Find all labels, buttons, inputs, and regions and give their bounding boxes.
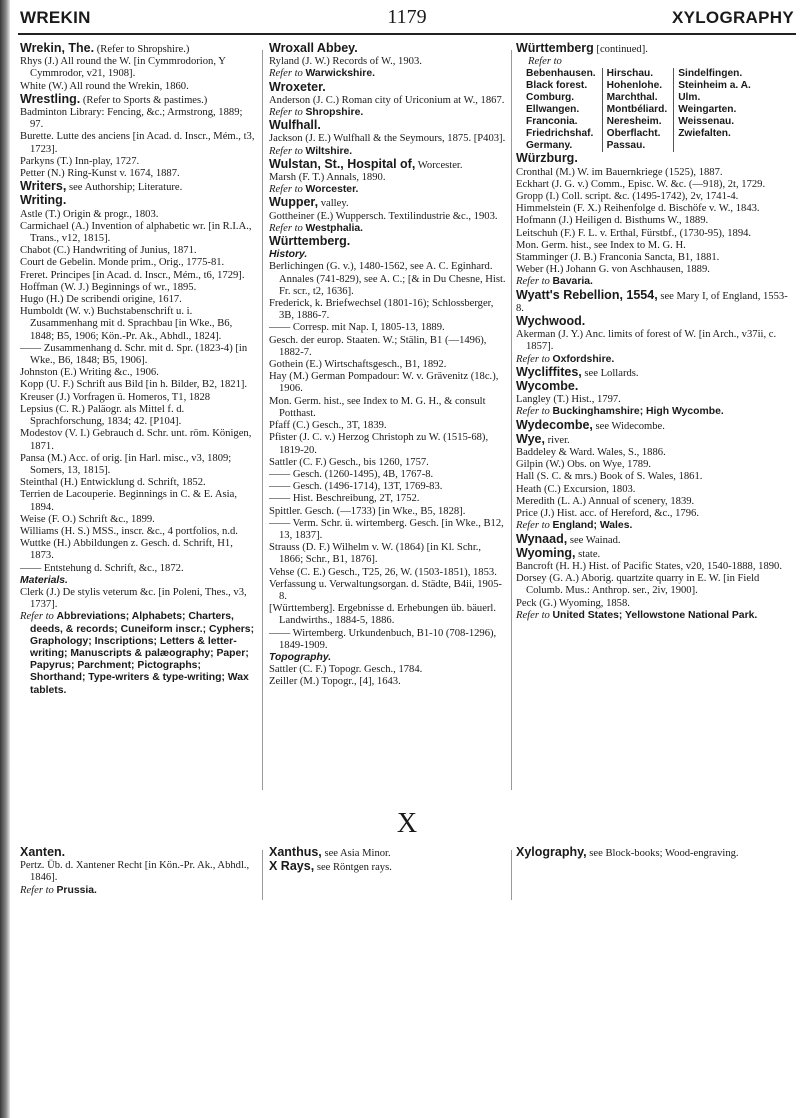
- header-last-entry: XYLOGRAPHY: [671, 8, 794, 27]
- place-name: Hohenlohe.: [602, 80, 674, 92]
- citation: Frederick, k. Briefwechsel (1801-16); Schlossberger, 3B, 1886-7.: [269, 298, 494, 322]
- subheading-label: Topography.: [269, 651, 332, 663]
- refer-targets: Prussia.: [56, 884, 97, 896]
- subheading: [269, 249, 507, 261]
- heading-note: (Refer to Shropshire.): [94, 44, 190, 55]
- citation: Lepsius (C. R.) Paläogr. als Mittel f. d. Sprachforschung, 1834; 42. [P104].: [20, 403, 185, 428]
- subheading: [269, 652, 507, 664]
- heading-note: river.: [544, 434, 570, 446]
- citation: —— Hist. Beschreibung, 2T, 1752.: [269, 493, 420, 505]
- place-name: Marchthal.: [602, 92, 674, 104]
- citation: Gilpin (W.) Obs. on Wye, 1789.: [516, 459, 652, 471]
- refer-targets: Buckinghamshire; High Wycombe.: [552, 406, 724, 418]
- place-name: Sindelfingen.: [678, 68, 743, 80]
- place-row: [526, 104, 757, 116]
- header-first-entry: WREKIN: [20, 8, 91, 27]
- citation: Court de Gebelin. Monde prim., Orig., 1775-81.: [20, 257, 225, 269]
- citation: Verfassung u. Verwaltungsorgan. d. Städte, B4ii, 1905-8.: [269, 578, 502, 602]
- entry-heading: [20, 180, 258, 194]
- subheading: [20, 575, 258, 587]
- refer-targets: Oxfordshire.: [552, 353, 615, 365]
- citation: Stamminger (J. B.) Franconia Sancta, B1, 1881.: [516, 252, 720, 264]
- citation: —— Entstehung d. Schrift, &c., 1872.: [20, 562, 184, 574]
- heading-term: Wydecombe,: [516, 417, 593, 432]
- place-row: [526, 116, 757, 128]
- entry-heading: [269, 235, 507, 249]
- refer-to-label: Refer to: [269, 184, 303, 196]
- citation: Freret. Principes [in Acad. d. Inscr., Mém., t6, 1729].: [20, 269, 245, 281]
- place-row: [526, 68, 757, 80]
- citation: Parkyns (T.) Inn-play, 1727.: [20, 155, 140, 167]
- citation: Clerk (J.) De stylis veterum &c. [in Poleni, Thes., v3, 1737].: [20, 586, 247, 611]
- citation: —— Gesch. (1260-1495), 4B, 1767-8.: [269, 468, 434, 480]
- place-name: Neresheim.: [602, 116, 674, 128]
- citation: Jackson (J. E.) Wulfhall & the Seymours, 1875. [P403].: [269, 133, 506, 145]
- citation: Wuttke (H.) Abbildungen z. Gesch. d. Schrift, H1, 1873.: [20, 538, 233, 562]
- place-name: Germany.: [526, 140, 602, 152]
- entry-heading: [516, 315, 792, 329]
- citation: Hoffman (W. J.) Beginnings of wr., 1895.: [20, 281, 197, 293]
- heading-term: Wycliffites,: [516, 364, 582, 379]
- heading-term: Writers,: [20, 179, 67, 194]
- place-name: Ulm.: [678, 92, 701, 104]
- citation: Modestov (V. I.) Gebrauch d. Schr. unt. röm. Königen, 1871.: [20, 428, 252, 452]
- heading-note: see Block-books; Wood-engraving.: [586, 848, 739, 859]
- heading-note: see Wainad.: [567, 534, 621, 546]
- column-divider: [511, 850, 512, 900]
- entry-heading: [516, 380, 792, 394]
- citation: Johnston (E.) Writing &c., 1906.: [20, 367, 159, 379]
- entry-heading: [269, 860, 507, 874]
- place-row: [526, 80, 757, 92]
- refer-to-label: Refer to: [20, 884, 54, 896]
- heading-term: Wynaad,: [516, 531, 568, 546]
- heading-term: Wyoming,: [516, 545, 576, 560]
- entry-heading: [516, 547, 792, 561]
- place-table: [526, 68, 757, 152]
- x-column-1: [20, 846, 258, 897]
- cross-reference: [516, 56, 792, 68]
- citation: Price (J.) Hist. acc. of Hereford, &c., 1796.: [516, 508, 699, 520]
- citation: Gothein (E.) Wirtschaftsgesch., B1, 1892.: [269, 359, 447, 371]
- citation: Akerman (J. Y.) Anc. limits of forest of W. [in Arch., v37ii, c. 1857].: [516, 329, 777, 353]
- heading-note: see Authorship; Literature.: [66, 182, 183, 194]
- heading-term: Wrekin, The.: [20, 41, 95, 55]
- citation: Himmelstein (F. X.) Reihenfolge d. Bischöfe v. W., 1843.: [516, 203, 760, 215]
- citation: Spittler. Gesch. (—1733) [in Wke., B5, 1828].: [269, 505, 466, 517]
- citation: Hugo (H.) De scribendi origine, 1617.: [20, 294, 182, 306]
- heading-note: see Röntgen rays.: [314, 862, 392, 874]
- citation: Pfister (J. C. v.) Herzog Christoph zu W. (1515-68), 1819-20.: [269, 432, 489, 456]
- refer-to-label: Refer to: [269, 107, 303, 119]
- place-name: Bebenhausen.: [526, 68, 602, 80]
- running-header: [20, 2, 794, 32]
- citation: Mon. Germ. hist., see Index to M. G. H.: [516, 239, 686, 251]
- cross-reference: [516, 610, 792, 622]
- heading-term: Wroxall Abbey.: [269, 41, 358, 55]
- refer-targets: Westphalia.: [305, 222, 364, 234]
- entry-heading: [20, 194, 258, 208]
- citation: —— Corresp. mit Nap. I, 1805-13, 1889.: [269, 322, 445, 334]
- place-row: [526, 128, 757, 140]
- citation: Hofmann (J.) Heiligen d. Bisthums W., 1889.: [516, 215, 709, 227]
- refer-targets: Worcester.: [305, 184, 359, 196]
- citation: Dorsey (G. A.) Aborig. quartzite quarry in E. W. [in Field Columb. Mus.: Anthrop. ser., 2iv, 1900].: [516, 573, 760, 597]
- refer-to-label: Refer to: [269, 145, 303, 157]
- refer-targets: Shropshire.: [305, 107, 364, 119]
- entry-heading: [516, 152, 792, 166]
- citation: Gesch. der europ. Staaten. W.; Stälin, B1 (—1496), 1882-7.: [269, 334, 487, 358]
- refer-targets: England; Wales.: [552, 520, 633, 532]
- place-name: Franconia.: [526, 116, 602, 128]
- heading-term: Wychwood.: [516, 314, 586, 329]
- heading-term: Wycombe.: [516, 379, 579, 394]
- citation: Vehse (C. E.) Gesch., T25, 26, W. (1503-1851), 1853.: [269, 566, 497, 578]
- citation: Terrien de Lacouperie. Beginnings in C. & E. Asia, 1894.: [20, 489, 237, 513]
- citation: Zeiller (M.) Topogr., [4], 1643.: [269, 676, 401, 688]
- column-divider: [262, 850, 263, 900]
- entry-heading: [20, 42, 258, 56]
- place-row: [526, 92, 757, 104]
- refer-targets: United States; Yellowstone National Park.: [552, 609, 758, 621]
- heading-note: see Mary I, of England, 1553-8.: [516, 290, 788, 314]
- citation: Sattler (C. F.) Gesch., bis 1260, 1757.: [269, 456, 429, 468]
- citation: Peck (G.) Wyoming, 1858.: [516, 597, 630, 609]
- citation: Badminton Library: Fencing, &c.; Armstrong, 1889; 97.: [20, 107, 243, 131]
- citation: Hall (S. C. & mrs.) Book of S. Wales, 1861.: [516, 471, 703, 483]
- place-name: Black forest.: [526, 80, 602, 92]
- refer-to-label: Refer to: [20, 611, 54, 623]
- citation: Bancroft (H. H.) Hist. of Pacific States, v20, 1540-1888, 1890.: [516, 560, 782, 572]
- refer-to-label: Refer to: [269, 68, 303, 80]
- citation: Chabot (C.) Handwriting of Junius, 1871.: [20, 245, 197, 257]
- heading-note: see Lollards.: [581, 367, 639, 379]
- entry-heading: [20, 93, 258, 107]
- refer-targets: Bavaria.: [552, 276, 593, 288]
- citation: Pfaff (C.) Gesch., 3T, 1839.: [269, 420, 387, 432]
- subheading-label: Materials.: [20, 574, 68, 586]
- citation: —— Gesch. (1496-1714), 13T, 1769-83.: [269, 481, 443, 493]
- heading-note: see Asia Minor.: [321, 848, 391, 859]
- citation: Astle (T.) Origin & progr., 1803.: [20, 208, 159, 220]
- entry-heading: [20, 846, 258, 860]
- entry-heading: [269, 42, 507, 56]
- citation: [Württemberg]. Ergebnisse d. Erhebungen üb. bäuerl. Landwirths., 1884-5, 1886.: [269, 603, 497, 627]
- heading-note: see Widecombe.: [592, 420, 665, 432]
- entry-heading: [516, 366, 792, 380]
- citation: Burette. Lutte des anciens [in Acad. d. Inscr., Mém., t3, 1723].: [20, 131, 255, 155]
- heading-term: Xanthus,: [269, 845, 322, 859]
- heading-term: Wroxeter.: [269, 79, 326, 94]
- heading-note: [continued].: [593, 44, 648, 55]
- citation: —— Verm. Schr. ü. wirtemberg. Gesch. [in Wke., B12, 13, 1837].: [269, 517, 504, 541]
- citation: White (W.) All round the Wrekin, 1860.: [20, 80, 189, 92]
- citation: Gottheiner (E.) Wuppersch. Textilindustrie &c., 1903.: [269, 210, 498, 222]
- page-number: 1179: [387, 6, 427, 28]
- citation: Hay (M.) German Pompadour: W. v. Grävenitz (18c.), 1906.: [269, 371, 499, 395]
- refer-to-label: Refer to: [516, 609, 550, 621]
- place-name: Weissenau.: [678, 116, 735, 128]
- refer-to-label: Refer to: [516, 520, 550, 532]
- citation: Ryland (J. W.) Records of W., 1903.: [269, 56, 422, 68]
- citation: Humboldt (W. v.) Buchstabenschrift u. i. Zusammenhang mit d. Sprachbau [in Wke., B6, 1848; B5, 1906; Kön.-Pr. Ak., Abhdl., 1824].: [20, 306, 233, 342]
- heading-term: X Rays,: [269, 859, 315, 874]
- heading-term: Württemberg.: [269, 234, 351, 249]
- place-name: Weingarten.: [678, 104, 737, 116]
- refer-to-label: Refer to: [516, 276, 550, 288]
- place-name: Zwiefalten.: [678, 128, 731, 140]
- refer-to-label: Refer to: [516, 353, 550, 365]
- entry-heading: [516, 419, 792, 433]
- heading-term: Württemberg: [516, 41, 594, 55]
- index-page: [14, 0, 800, 1118]
- entry-heading: [516, 42, 792, 56]
- entry-heading: [269, 158, 507, 172]
- citation: Heath (C.) Excursion, 1803.: [516, 483, 636, 495]
- refer-to-label: Refer to: [528, 56, 562, 68]
- column-divider: [511, 50, 512, 790]
- cross-reference: [20, 611, 258, 696]
- place-name: Hirschau.: [602, 68, 674, 80]
- citation: Eckhart (J. G. v.) Comm., Episc. W. &c. (—918), 2t, 1729.: [516, 178, 766, 190]
- heading-term: Writing.: [20, 193, 67, 208]
- heading-note: state.: [575, 548, 601, 560]
- citation: Anderson (J. C.) Roman city of Uriconium at W., 1867.: [269, 94, 505, 106]
- heading-term: Wyatt's Rebellion, 1554,: [516, 287, 658, 302]
- citation: Kopp (U. F.) Schrift aus Bild [in h. Bilder, B2, 1821].: [20, 379, 248, 391]
- subheading-label: History.: [269, 249, 308, 261]
- citation: Leitschuh (F.) F. L. v. Erthal, Fürstbf., (1730-95), 1894.: [516, 227, 752, 239]
- place-name: Montbéliard.: [602, 104, 674, 116]
- heading-term: Xanten.: [20, 845, 66, 859]
- citation: Langley (T.) Hist., 1797.: [516, 394, 621, 406]
- refer-to-label: Refer to: [516, 406, 550, 418]
- citation: —— Zusammenhang d. Schr. mit d. Spr. (1823-4) [in Wke., B6, 1848; B5, 1906].: [20, 342, 248, 367]
- citation: Berlichingen (G. v.), 1480-1562, see A. C. Eginhard. Annales (741-829), see A. C.; [& in Du Chesne, Hist. Fr. scr., t2, 1636].: [269, 261, 506, 297]
- citation: Carmichael (A.) Invention of alphabetic wr. [in R.I.A., Trans., v12, 1815].: [20, 220, 252, 245]
- entry-heading: [516, 433, 792, 447]
- column-2: [269, 42, 507, 689]
- heading-term: Würzburg.: [516, 151, 578, 166]
- citation: Sattler (C. F.) Topogr. Gesch., 1784.: [269, 664, 423, 676]
- x-column-2: [269, 846, 507, 874]
- entry-heading: [516, 289, 792, 315]
- place-name: Friedrichshaf.: [526, 128, 602, 140]
- refer-to-label: Refer to: [269, 222, 303, 234]
- entry-heading: [516, 846, 792, 860]
- heading-term: Wulstan, St., Hospital of,: [269, 156, 416, 171]
- entry-heading: [269, 196, 507, 210]
- heading-term: Wupper,: [269, 195, 319, 210]
- place-name: Comburg.: [526, 92, 602, 104]
- citation: Meredith (L. A.) Annual of scenery, 1839.: [516, 495, 695, 507]
- citation: Steinthal (H.) Entwicklung d. Schrift, 1852.: [20, 477, 206, 489]
- entry-heading: [269, 119, 507, 133]
- header-rule: [18, 33, 796, 35]
- entry-heading: [269, 846, 507, 860]
- place-name: [674, 140, 757, 152]
- citation: Pertz. Üb. d. Xantener Recht [in Kön.-Pr. Ak., Abhdl., 1846].: [20, 860, 250, 884]
- refer-targets: Wiltshire.: [305, 145, 353, 157]
- citation: Weber (H.) Johann G. von Aschhausen, 1889.: [516, 264, 710, 276]
- x-column-3: [516, 846, 792, 860]
- citation: Pansa (M.) Acc. of orig. [in Harl. misc., v3, 1809; Somers, 13, 1815].: [20, 452, 232, 476]
- section-letter: X: [396, 808, 418, 839]
- heading-term: Wye,: [516, 431, 545, 446]
- place-name: Ellwangen.: [526, 104, 602, 116]
- heading-term: Wulfhall.: [269, 118, 321, 133]
- citation: Rhys (J.) All round the W. [in Cymmrodorion, Y Cymmrodor, v21, 1908].: [20, 56, 226, 80]
- column-divider: [262, 50, 263, 790]
- citation: Williams (H. S.) MSS., inscr. &c., 4 portfolios, n.d.: [20, 525, 238, 537]
- place-name: Passau.: [602, 140, 674, 152]
- citation: Cronthal (M.) W. im Bauernkriege (1525), 1887.: [516, 166, 723, 178]
- heading-term: Xylography,: [516, 845, 587, 859]
- refer-targets: Abbreviations; Alphabets; Charters, deeds, & records; Cuneiform inscr.; Cyphers; Graphology; Inscriptions; Letters & letter-writing; Manuscripts & palæography; Paper; Papyrus; Parchment; Pictographs; Shorthand; Type-writers & type-writing; Wax tablets.: [30, 611, 255, 696]
- refer-targets: Warwickshire.: [305, 68, 375, 80]
- heading-note: (Refer to Sports & pastimes.): [80, 94, 208, 106]
- cross-reference: [20, 885, 258, 897]
- citation: Weise (F. O.) Schrift &c., 1899.: [20, 513, 155, 525]
- heading-note: valley.: [318, 198, 349, 210]
- column-1: [20, 42, 258, 697]
- citation: —— Wirtemberg. Urkundenbuch, B1-10 (708-1296), 1849-1909.: [269, 627, 497, 651]
- heading-term: Wrestling.: [20, 91, 81, 106]
- entry-heading: [516, 533, 792, 547]
- place-name: Steinheim a. A.: [678, 80, 751, 92]
- citation: Petter (N.) Ring-Kunst v. 1674, 1887.: [20, 168, 180, 180]
- citation: Marsh (F. T.) Annals, 1890.: [269, 172, 386, 184]
- column-3: [516, 42, 792, 622]
- citation: Kreuser (J.) Vorfragen ü. Homeros, T1, 1828: [20, 391, 211, 403]
- citation: Baddeley & Ward. Wales, S., 1886.: [516, 447, 666, 459]
- citation: Mon. Germ. hist., see Index to M. G. H., & consult Potthast.: [269, 395, 486, 419]
- page-edge-shadow: [0, 0, 10, 1118]
- place-name: Oberflacht.: [602, 128, 674, 140]
- citation: Strauss (D. F.) Wilhelm v. W. (1864) [in Kl. Schr., 1866; Schr., B1, 1876].: [269, 542, 482, 566]
- citation: Gropp (I.) Coll. script. &c. (1495-1742), 2v, 1741-4.: [516, 191, 739, 203]
- heading-note: Worcester.: [415, 159, 463, 171]
- entry-heading: [269, 81, 507, 95]
